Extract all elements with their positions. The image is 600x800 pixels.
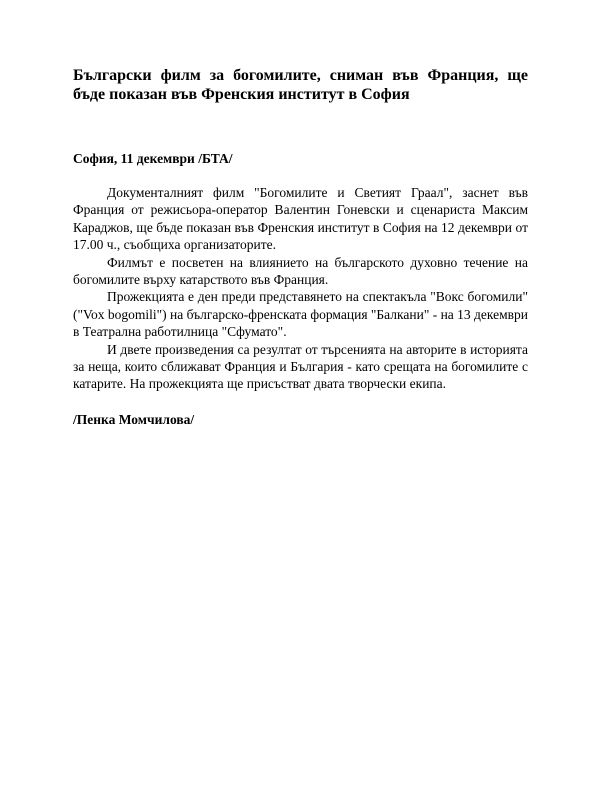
article-paragraph: Филмът е посветен на влиянието на българското духовно течение на богомилите върху катарството във Франция. [73,254,528,288]
article-body [73,184,528,393]
article-author: /Пенка Момчилова/ [73,411,195,427]
article-dateline: София, 11 декември /БТА/ [73,151,233,166]
article-paragraph: Документалният филм "Богомилите и Светият Граал", заснет във Франция от режисьора-оператор Валентин Гоневски и сценариста Максим Караджов, ще бъде показан във Френския институт в София на 12 декември от 17.00 ч., съобщиха организаторите. [73,185,528,253]
article-paragraph: Прожекцията е ден преди представянето на спектакъла "Вокс богомили"("Vox bogomili") на българско-френската формация "Балкани" - на 13 декември в Театрална работилница "Сфумато". [73,289,529,340]
article [73,66,528,428]
article-title: Български филм за богомилите, сниман във Франция, ще бъде показан във Френския институт в София [73,67,528,103]
article-paragraph: И двете произведения са резултат от търсенията на авторите в историята за неща, които сближават Франция и България - като срещата на богомилите с катарите. На прожекцията ще присъстват двата творчески екипа. [73,341,528,392]
